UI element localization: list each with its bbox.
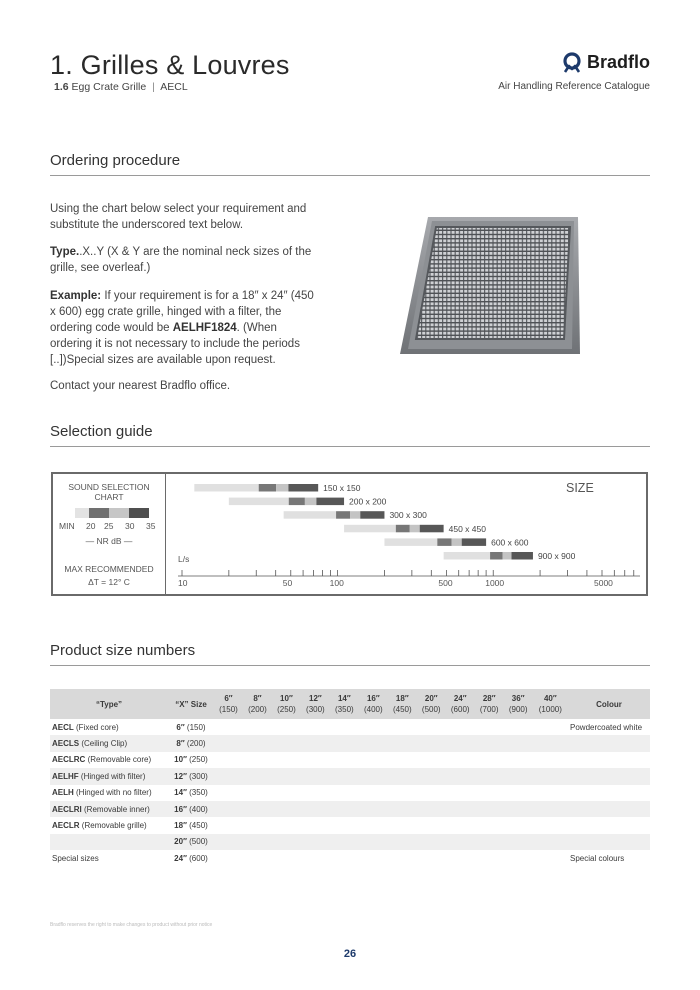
size-cell — [243, 817, 272, 833]
size-cell — [330, 752, 359, 768]
example-text-1: If your requirement is for a 18″ x 24″ (450 x 600) egg crate grille, hinged with a filter, the ordering code would be — [50, 290, 314, 334]
contact-text: Contact your nearest Bradflo office. — [50, 380, 231, 392]
axis-tick-label: 50 — [282, 578, 293, 588]
brand-logo — [561, 51, 650, 73]
size-cell — [214, 719, 243, 735]
axis-ticks — [178, 570, 634, 588]
catalogue-name: Air Handling Reference Catalogue — [498, 81, 650, 92]
divider — [50, 446, 650, 447]
size-cell — [359, 752, 388, 768]
size-bar-segment — [194, 484, 258, 492]
colour-cell: Powdercoated white — [570, 722, 643, 732]
nr-label: 30 — [125, 521, 135, 531]
nr-label: 25 — [104, 521, 114, 531]
table-row — [50, 752, 650, 768]
size-cell — [272, 850, 301, 866]
nr-unit: — NR dB — — [85, 536, 133, 546]
type-cell — [50, 834, 168, 850]
x-size-cell: 12″ (300) — [168, 768, 214, 784]
size-cell — [533, 752, 568, 768]
size-cell — [359, 719, 388, 735]
size-bar-label: 200 x 200 — [349, 496, 387, 507]
size-cell — [301, 719, 330, 735]
size-cell — [504, 817, 533, 833]
size-cell — [330, 801, 359, 817]
size-cell — [446, 768, 475, 784]
disclaimer: Bradflo reserves the right to make changes to product without prior notice — [50, 922, 213, 928]
size-cell — [446, 801, 475, 817]
size-bar-segment — [384, 538, 437, 546]
sound-title-1: SOUND SELECTION — [68, 482, 150, 492]
size-cell — [475, 817, 504, 833]
size-bar-label: 450 x 450 — [448, 523, 486, 534]
size-cell — [417, 752, 446, 768]
size-col-header: 14″ (350) — [330, 689, 359, 719]
size-cell — [243, 834, 272, 850]
table-row — [50, 801, 650, 817]
size-cell — [475, 801, 504, 817]
size-cell — [475, 834, 504, 850]
products-heading: Product size numbers — [50, 642, 196, 659]
size-bar-segment — [420, 525, 444, 533]
size-bar-label: 600 x 600 — [491, 537, 529, 548]
type-paragraph — [50, 244, 320, 276]
sound-selection-key — [53, 474, 166, 594]
size-cell — [533, 801, 568, 817]
size-cell — [301, 817, 330, 833]
colour-cell — [568, 834, 650, 850]
x-size-cell: 24″ (600) — [174, 853, 208, 863]
axis-unit: L/s — [178, 554, 190, 564]
size-cell — [504, 834, 533, 850]
size-cell — [243, 801, 272, 817]
size-cell — [330, 719, 359, 735]
example-text-2: . (When ordering it is not necessary to include the periods [..])Special sizes are available upon request. — [50, 322, 300, 366]
size-cell — [388, 801, 417, 817]
size-cell — [446, 817, 475, 833]
size-col-header: 16″ (400) — [359, 689, 388, 719]
size-cell — [475, 752, 504, 768]
axis-tick-label: 500 — [438, 578, 453, 588]
col-colour-header: Colour — [568, 689, 650, 719]
size-cell — [330, 735, 359, 751]
size-cell — [533, 768, 568, 784]
nr-scale-bar — [75, 508, 149, 518]
table-row — [50, 850, 650, 866]
size-cell — [417, 768, 446, 784]
example-code: AELHF1824 — [172, 322, 237, 334]
size-cell — [301, 850, 330, 866]
product-code: AECL — [160, 81, 188, 93]
size-cell — [214, 735, 243, 751]
size-label: SIZE — [566, 481, 594, 495]
size-cell — [388, 735, 417, 751]
size-cell — [417, 801, 446, 817]
axis-tick-label: 1000 — [485, 578, 505, 588]
size-cell — [475, 719, 504, 735]
size-cell — [533, 719, 568, 735]
type-cell: AELH (Hinged with no filter) — [52, 788, 152, 798]
size-cell — [446, 735, 475, 751]
x-size-cell: 10″ (250) — [174, 755, 208, 765]
colour-cell — [568, 785, 650, 801]
type-cell: AECLRC (Removable core) — [52, 755, 152, 765]
table-row — [50, 768, 650, 784]
size-cell — [214, 785, 243, 801]
size-bar-segment — [360, 511, 384, 519]
delta-t: ΔT = 12° C — [88, 577, 130, 587]
size-cell — [504, 719, 533, 735]
size-col-header: 18″ (450) — [388, 689, 417, 719]
size-bar-segment — [289, 498, 305, 506]
axis-tick-label: 10 — [178, 578, 188, 588]
size-cell — [475, 735, 504, 751]
size-cell — [272, 817, 301, 833]
nr-label: 35 — [146, 521, 156, 531]
table-row — [50, 785, 650, 801]
size-cell — [475, 785, 504, 801]
size-bar-segment — [305, 498, 317, 506]
axis-tick-label: 100 — [329, 578, 344, 588]
x-size-cell: 18″ (450) — [174, 821, 208, 831]
size-cell — [330, 850, 359, 866]
size-col-header: 28″ (700) — [475, 689, 504, 719]
size-col-header: 36″ (900) — [504, 689, 533, 719]
size-cell — [359, 735, 388, 751]
separator: | — [152, 81, 155, 93]
size-cell — [243, 735, 272, 751]
size-cell — [272, 768, 301, 784]
nr-label: MIN — [59, 521, 75, 531]
x-size-cell: 6″ (150) — [176, 722, 206, 732]
colour-cell — [568, 817, 650, 833]
axis-tick-label: 5000 — [594, 578, 613, 588]
size-cell — [533, 834, 568, 850]
size-cell — [301, 785, 330, 801]
colour-cell — [568, 768, 650, 784]
example-paragraph — [50, 288, 320, 368]
selection-chart — [170, 476, 646, 594]
size-cell — [214, 752, 243, 768]
size-cell — [214, 834, 243, 850]
size-cell — [214, 850, 243, 866]
size-bar-segment — [344, 525, 396, 533]
type-cell: AECLS (Ceiling Clip) — [50, 735, 168, 751]
size-cell — [301, 801, 330, 817]
nr-swatch — [109, 508, 129, 518]
type-text: .X..Y (X & Y are the nominal neck sizes of the grille, see overleaf.) — [50, 246, 312, 274]
size-cell — [214, 768, 243, 784]
size-cell — [388, 850, 417, 866]
size-cell — [301, 752, 330, 768]
selection-heading: Selection guide — [50, 423, 153, 440]
table-row — [50, 719, 650, 735]
size-col-header: 6″ (150) — [214, 689, 243, 719]
size-bar-segment — [437, 538, 451, 546]
size-cell — [446, 752, 475, 768]
page-number: 26 — [343, 948, 357, 960]
section-name: Egg Crate Grille — [71, 81, 147, 93]
table-row — [50, 834, 650, 850]
size-col-header: 40″ (1000) — [533, 689, 568, 719]
size-cell — [359, 801, 388, 817]
size-cell — [330, 834, 359, 850]
size-cell — [504, 735, 533, 751]
size-cell — [504, 752, 533, 768]
type-cell: AECLRI (Removable inner) — [50, 801, 168, 817]
egg-crate-grille-image — [400, 217, 580, 354]
size-cell — [417, 735, 446, 751]
divider — [50, 175, 650, 176]
size-bar-segment — [410, 525, 420, 533]
size-cell — [330, 817, 359, 833]
type-cell: AECLR (Removable grille) — [52, 821, 147, 831]
size-bar-segment — [396, 525, 410, 533]
nr-label: 20 — [86, 521, 96, 531]
size-cell — [272, 834, 301, 850]
size-col-header: 24″ (600) — [446, 689, 475, 719]
size-cell — [330, 768, 359, 784]
page-title: 1. Grilles & Louvres — [50, 50, 290, 80]
size-bar-segment — [288, 484, 318, 492]
type-cell: Special sizes — [52, 853, 99, 863]
size-cell — [446, 785, 475, 801]
colour-cell — [568, 801, 650, 817]
size-bars — [194, 483, 575, 561]
size-bar-segment — [229, 498, 289, 506]
size-cell — [301, 834, 330, 850]
page-subtitle — [54, 81, 188, 93]
type-label: Type. — [50, 246, 80, 258]
size-bar-segment — [350, 511, 360, 519]
size-cell — [533, 785, 568, 801]
nr-swatch — [75, 508, 89, 518]
size-cell — [475, 768, 504, 784]
col-type-header: “Type” — [50, 689, 168, 719]
ordering-heading: Ordering procedure — [50, 152, 181, 169]
size-cell — [243, 850, 272, 866]
size-cell — [214, 817, 243, 833]
section-number: 1.6 — [54, 81, 69, 93]
size-cell — [301, 735, 330, 751]
ordering-intro: Using the chart below select your requirement and substitute the underscored text below. — [50, 203, 307, 231]
size-cell — [359, 768, 388, 784]
nr-swatch — [89, 508, 109, 518]
size-bar-segment — [512, 552, 533, 560]
size-cell — [359, 850, 388, 866]
size-cell — [359, 785, 388, 801]
size-bar-segment — [452, 538, 462, 546]
colour-cell: Special colours — [570, 853, 625, 863]
size-bar-label: 150 x 150 — [323, 483, 361, 493]
nr-swatch — [129, 508, 149, 518]
x-size-cell: 20″ (500) — [168, 834, 214, 850]
size-cell — [388, 768, 417, 784]
table-header-row — [50, 689, 650, 719]
size-cell — [388, 785, 417, 801]
size-col-header: 10″ (250) — [272, 689, 301, 719]
size-bar-segment — [444, 552, 490, 560]
size-cell — [417, 834, 446, 850]
size-cell — [272, 801, 301, 817]
product-size-table — [50, 689, 650, 867]
size-col-header: 20″ (500) — [417, 689, 446, 719]
size-bar-segment — [462, 538, 486, 546]
x-size-cell: 14″ (350) — [174, 788, 208, 798]
size-cell — [330, 785, 359, 801]
size-bar-label: 300 x 300 — [389, 510, 427, 521]
example-label: Example: — [50, 290, 102, 302]
type-cell: AELHF (Hinged with filter) — [50, 768, 168, 784]
sound-title-2: CHART — [94, 492, 124, 502]
size-cell — [533, 735, 568, 751]
size-bar-segment — [259, 484, 276, 492]
size-cell — [533, 850, 568, 866]
colour-cell — [568, 752, 650, 768]
size-cell — [272, 735, 301, 751]
colour-cell — [568, 735, 650, 751]
size-cell — [359, 834, 388, 850]
size-cell — [272, 785, 301, 801]
size-cell — [359, 817, 388, 833]
size-cell — [475, 850, 504, 866]
size-cell — [243, 719, 272, 735]
size-col-header: 12″ (300) — [301, 689, 330, 719]
size-bar-segment — [336, 511, 350, 519]
size-cell — [388, 719, 417, 735]
size-cell — [417, 785, 446, 801]
size-cell — [504, 768, 533, 784]
size-cell — [243, 752, 272, 768]
size-cell — [446, 850, 475, 866]
x-size-cell: 16″ (400) — [168, 801, 214, 817]
size-cell — [446, 834, 475, 850]
size-bar-segment — [490, 552, 503, 560]
size-bar-segment — [316, 498, 344, 506]
table-row — [50, 735, 650, 751]
table-row — [50, 817, 650, 833]
size-cell — [417, 850, 446, 866]
size-cell — [272, 752, 301, 768]
size-cell — [533, 817, 568, 833]
divider — [50, 665, 650, 666]
col-x-size-header: “X” Size — [168, 689, 214, 719]
size-bar-segment — [276, 484, 288, 492]
size-cell — [301, 768, 330, 784]
size-col-header: 8″ (200) — [243, 689, 272, 719]
x-size-cell: 8″ (200) — [168, 735, 214, 751]
size-cell — [446, 719, 475, 735]
max-recommended: MAX RECOMMENDED — [64, 564, 154, 574]
size-cell — [243, 785, 272, 801]
size-cell — [214, 801, 243, 817]
brand-name: Bradflo — [587, 51, 650, 72]
size-cell — [504, 785, 533, 801]
size-bar-segment — [503, 552, 512, 560]
size-cell — [504, 850, 533, 866]
size-cell — [388, 834, 417, 850]
size-cell — [417, 817, 446, 833]
type-cell: AECL (Fixed core) — [52, 722, 119, 732]
size-bar-label: 900 x 900 — [537, 551, 576, 561]
size-bar-segment — [284, 511, 336, 519]
size-cell — [417, 719, 446, 735]
size-cell — [272, 719, 301, 735]
size-cell — [243, 768, 272, 784]
size-cell — [504, 801, 533, 817]
bradflo-logo-icon — [561, 51, 583, 73]
size-cell — [388, 752, 417, 768]
size-cell — [388, 817, 417, 833]
